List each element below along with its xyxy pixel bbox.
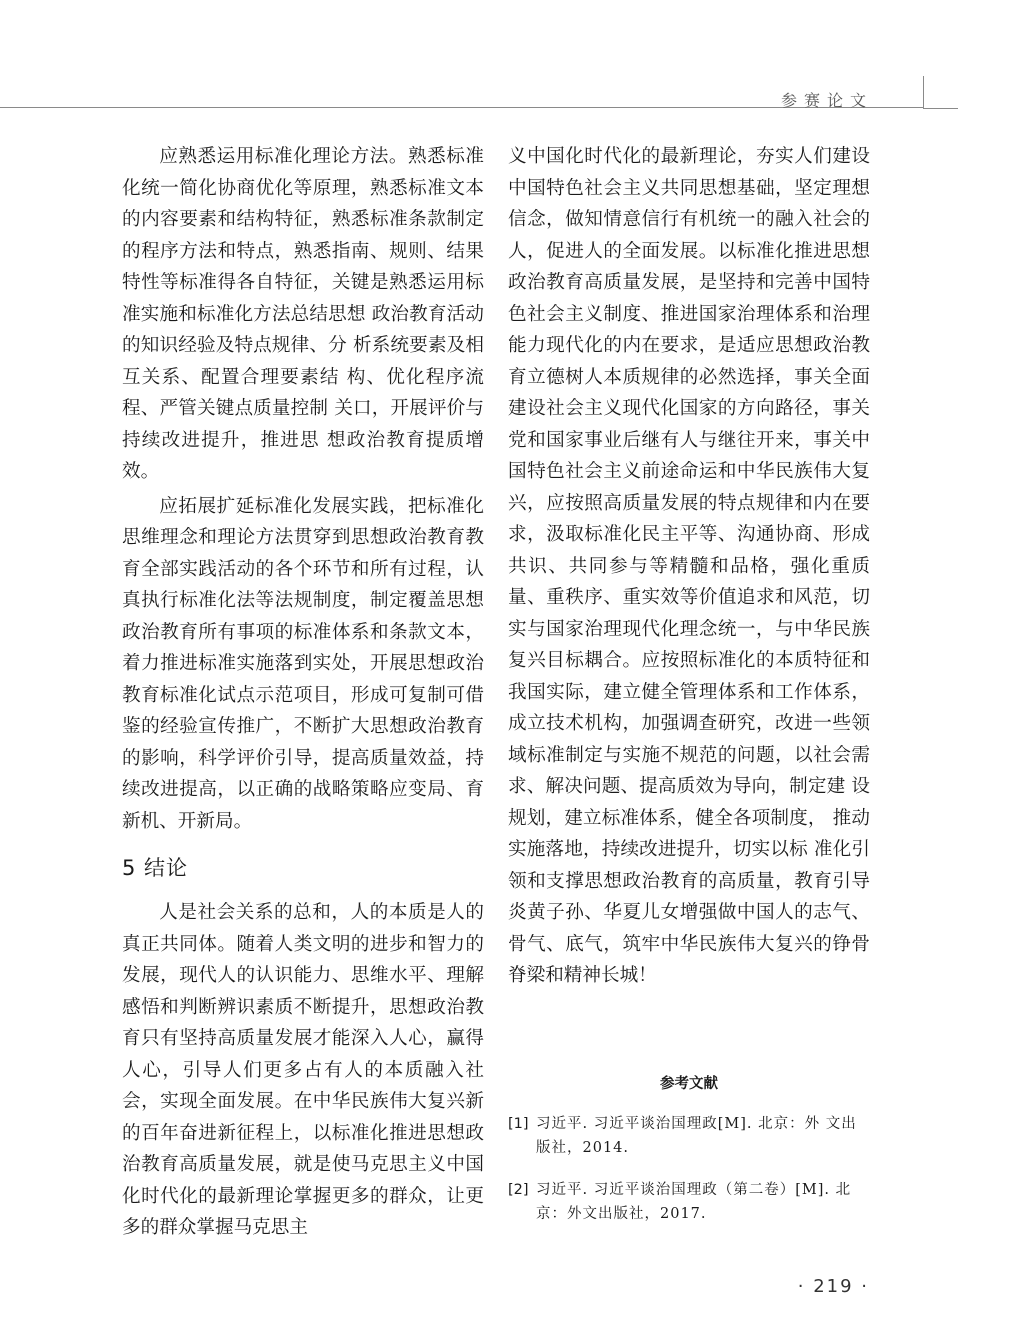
reference-text: 习近平. 习近平谈治国理政（第二卷）[M]. 北京：外文出版社，2017. — [536, 1182, 852, 1222]
page-number: · 219 · — [797, 1276, 869, 1297]
references-list — [508, 1112, 870, 1244]
header-corner-mark — [923, 76, 958, 109]
reference-item — [508, 1112, 870, 1160]
paragraph-conclusion-continued: 义中国化时代化的最新理论，夯实人们建设中国特色社会主义共同思想基础，坚定理想信念，做知情意信行有机统一的融入社会的人，促进人的全面发展。以标准化推进思想政治教育高质量发展，是坚持和完善中国特色社会主义制度、推进国家治理体系和治理能力现代化的内在要求，是适应思想政治教育立德树人本质规律的必然选择，事关全面建设社会主义现代化国家的方向路径，事关党和国家事业后继有人与继往开来，事关中国特色社会主义前途命运和中华民族伟大复兴，应按照高质量发展的特点规律和内在要求，汲取标准化民主平等、沟通协商、形成共识、共同参与等精髓和品格，强化重质量、重秩序、重实效等价值追求和风范，切实与国家治理现代化理念统一，与中华民族复兴目标耦合。应按照标准化的本质特征和我国实际，建立健全管理体系和工作体系，成立技术机构，加强调查研究，改进一些领域标准制定与实施不规范的问题，以社会需求、解决问题、提高质效为导向，制定建 设规划，建立标准体系，健全各项制度， 推动实施落地，持续改进提升，切实以标 准化引领和支撑思想政治教育的高质量，教育引导炎黄子孙、华夏儿女增强做中国人的志气、骨气、底气，筑牢中华民族伟大复兴的铮骨脊梁和精神长城！ — [508, 146, 870, 986]
left-column — [122, 141, 484, 1247]
reference-number: [1] — [508, 1116, 529, 1132]
right-column — [508, 141, 870, 995]
reference-item — [508, 1178, 870, 1226]
section-heading-conclusion: 5 结论 — [122, 856, 189, 880]
running-header-title: 参赛论文 — [780, 91, 873, 110]
reference-text: 习近平. 习近平谈治国理政[M]. 北京：外 文出版社，2014. — [536, 1116, 857, 1156]
references-title: 参考文献 — [660, 1076, 718, 1092]
paragraph-standardization-practice: 应拓展扩延标准化发展实践，把标准化思维理念和理论方法贯穿到思想政治教育教育全部实践活动的各个环节和所有过程，认真执行标准化法等法规制度，制定覆盖思想政治教育所有事项的标准体系和条款文本，着力推进标准实施落到实处，开展思想政治教育标准化试点示范项目，形成可复制可借鉴的经验宣传推广，不断扩大思想政治教育的影响，科学评价引导，提高质量效益，持续改进提高，以正确的战略策略应变局、育新机、开新局。 — [122, 495, 484, 832]
paragraph-conclusion: 人是社会关系的总和，人的本质是人的真正共同体。随着人类文明的进步和智力的发展，现代人的认识能力、思维水平、理解感悟和判断辨识素质不断提升，思想政治教育只有坚持高质量发展才能深入人心，赢得人心，引导人们更多占有人的本质融入社会，实现全面发展。在中华民族伟大复兴新的百年奋进新征程上，以标准化推进思想政治教育高质量发展，就是使马克思主义中国化时代化的最新理论掌握更多的群众，让更多的群众掌握马克思主 — [122, 902, 484, 1238]
reference-number: [2] — [508, 1182, 529, 1198]
paragraph-standardization-methods: 应熟悉运用标准化理论方法。熟悉标准化统一简化协商优化等原理，熟悉标准文本的内容要素和结构特征，熟悉标准条款制定的程序方法和特点，熟悉指南、规则、结果特性等标准得各自特征，关键是熟悉运用标准实施和标准化方法总结思想 政治教育活动的知识经验及特点规律、分 析系统要素及相互关系、配置合理要素结 构、优化程序流程、严管关键点质量控制 关口，开展评价与持续改进提升，推进思 想政治教育提质增效。 — [122, 146, 484, 482]
